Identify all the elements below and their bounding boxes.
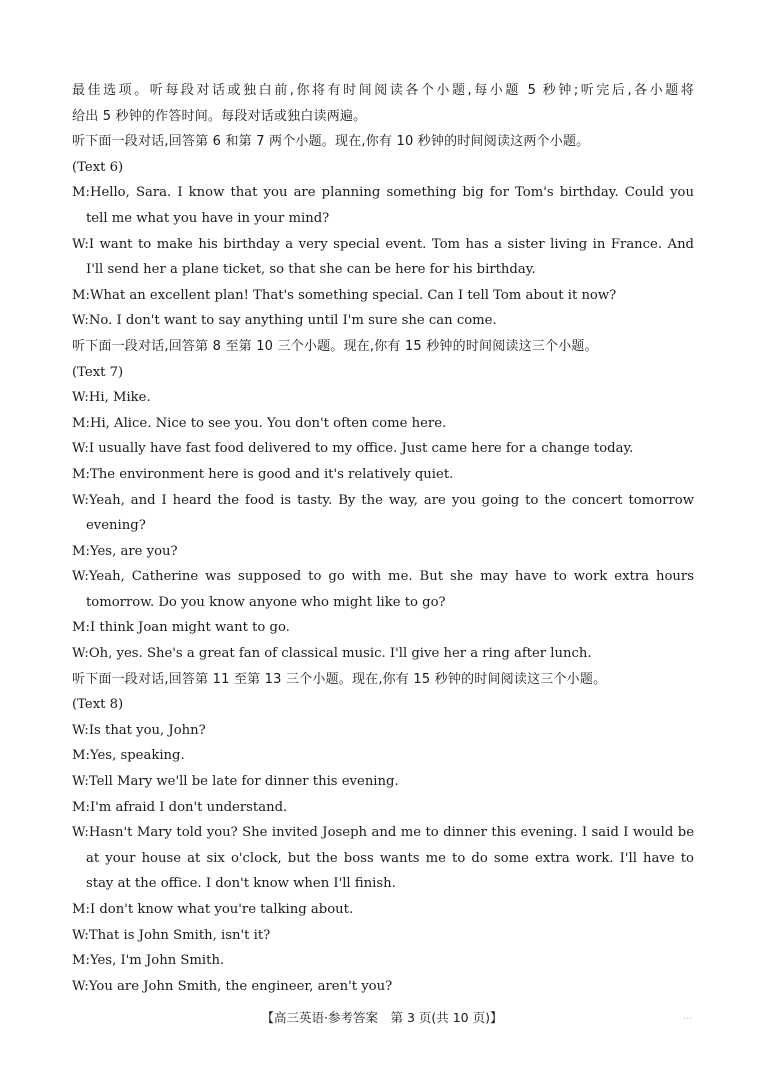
dialogue-line: M:Yes, are you?: [72, 543, 178, 559]
dialogue-line: tomorrow. Do you know anyone who might like to go?: [86, 594, 446, 610]
dialogue-line: M:I think Joan might want to go.: [72, 620, 290, 636]
dialogue-line: M:Hello, Sara. I know that you are planning something big for Tom's birthday. Could you: [72, 185, 694, 201]
section-label: (Text 8): [72, 697, 124, 713]
dialogue-line: M:What an excellent plan! That's something special. Can I tell Tom about it now?: [72, 287, 617, 303]
dialogue-line: W:Tell Mary we'll be late for dinner this evening.: [72, 774, 399, 790]
dialogue-line: tell me what you have in your mind?: [86, 210, 330, 226]
dialogue-line: M:Yes, speaking.: [72, 748, 185, 764]
instruction-line: 听下面一段对话,回答第 6 和第 7 两个小题。现在,你有 10 秒钟的时间阅读这两个小题。: [72, 134, 590, 150]
dialogue-line: stay at the office. I don't know when I'll finish.: [86, 876, 396, 892]
page-footer: 【高三英语·参考答案 第 3 页(共 10 页)】: [261, 1010, 503, 1025]
dialogue-line: W:Is that you, John?: [72, 722, 206, 738]
dialogue-line: I'll send her a plane ticket, so that she can be here for his birthday.: [86, 262, 536, 278]
dialogue-line: M:I'm afraid I don't understand.: [72, 799, 288, 815]
dialogue-line: W:Yeah, Catherine was supposed to go with me. But she may have to work extra hours: [72, 569, 694, 585]
corner-mark: ...: [683, 1011, 693, 1022]
dialogue-line: W:You are John Smith, the engineer, aren't you?: [72, 978, 393, 994]
dialogue-line: at your house at six o'clock, but the boss wants me to do some extra work. I'll have to: [86, 850, 694, 866]
dialogue-line: M:The environment here is good and it's relatively quiet.: [72, 466, 454, 482]
instruction-line: 最佳选项。听每段对话或独白前,你将有时间阅读各个小题,每小题 5 秒钟;听完后,各小题将: [72, 83, 694, 98]
dialogue-line: W:I usually have fast food delivered to my office. Just came here for a change today.: [72, 441, 634, 457]
instruction-line: 给出 5 秒钟的作答时间。每段对话或独白读两遍。: [72, 108, 367, 124]
dialogue-line: W:Hi, Mike.: [72, 390, 151, 406]
dialogue-line: W:Oh, yes. She's a great fan of classical music. I'll give her a ring after lunch.: [72, 646, 592, 662]
dialogue-line: evening?: [86, 518, 146, 534]
section-label: (Text 7): [72, 364, 124, 380]
dialogue-line: W:That is John Smith, isn't it?: [72, 927, 271, 943]
instruction-line: 听下面一段对话,回答第 11 至第 13 三个小题。现在,你有 15 秒钟的时间阅读这三个小题。: [72, 671, 607, 687]
dialogue-line: W:Hasn't Mary told you? She invited Joseph and me to dinner this evening. I said I would be: [72, 825, 694, 841]
dialogue-line: W:No. I don't want to say anything until I'm sure she can come.: [72, 313, 497, 329]
instruction-line: 听下面一段对话,回答第 8 至第 10 三个小题。现在,你有 15 秒钟的时间阅读这三个小题。: [72, 338, 598, 354]
dialogue-line: M:Yes, I'm John Smith.: [72, 953, 225, 969]
document-body: [72, 78, 694, 999]
dialogue-line: M:I don't know what you're talking about.: [72, 902, 354, 917]
dialogue-line: M:Hi, Alice. Nice to see you. You don't often come here.: [72, 415, 447, 431]
dialogue-line: W:Yeah, and I heard the food is tasty. By the way, are you going to the concert tomorrow: [72, 492, 694, 508]
section-label: (Text 6): [72, 159, 124, 175]
dialogue-line: W:I want to make his birthday a very special event. Tom has a sister living in France. And: [72, 236, 694, 252]
